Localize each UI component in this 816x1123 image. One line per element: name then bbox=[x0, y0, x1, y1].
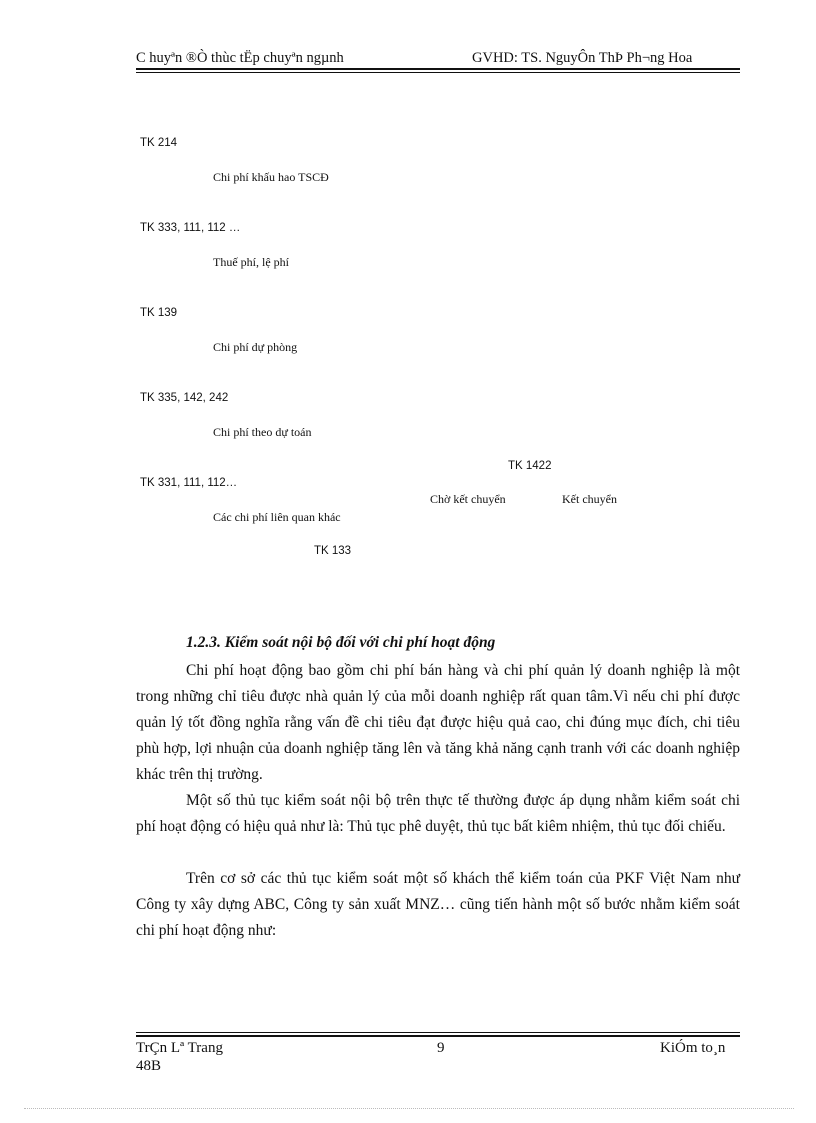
footer-author: TrÇn Lª Trang bbox=[136, 1040, 223, 1056]
ket-chuyen-label: Kết chuyển bbox=[562, 492, 617, 506]
account-desc: Chi phí theo dự toán bbox=[213, 425, 312, 439]
account-code: TK 333, 111, 112 … bbox=[140, 222, 241, 234]
footer-rule bbox=[136, 1035, 740, 1037]
account-code: TK 335, 142, 242 bbox=[140, 392, 229, 404]
page-number: 9 bbox=[437, 1040, 445, 1056]
body-paragraph: Chi phí hoạt động bao gồm chi phí bán hàng và chi phí quản lý doanh nghiệp là một trong những chỉ tiêu được nhà quản lý của mỗi doanh nghiệp rất quan tâm.Vì nếu chi phí được quản lý tốt đồng nghĩa rằng vấn đề chi tiêu đạt được hiệu quả cao, chi đúng mục đích, chi tiêu phù hợp, lợi nhuận của doanh nghiệp tăng lên và tăng khả năng cạnh tranh với các doanh nghiệp khác trên thị trường. bbox=[136, 662, 740, 783]
account-desc: Thuế phí, lệ phí bbox=[213, 255, 289, 269]
account-code: TK 331, 111, 112… bbox=[140, 477, 238, 489]
footer-rule-thin bbox=[136, 1032, 740, 1033]
header-advisor: GVHD: TS. NguyÔn ThÞ Ph¬ng Hoa bbox=[472, 50, 693, 66]
tk1422-label: TK 1422 bbox=[508, 460, 552, 472]
body-paragraph: Trên cơ sở các thủ tục kiểm soát một số khách thể kiểm toán của PKF Việt Nam như Công ty xây dựng ABC, Công ty sản xuất MNZ… cũng tiến hành một số bước nhằm kiểm soát chi phí hoạt động như: bbox=[136, 870, 740, 939]
account-desc: Chi phí dự phòng bbox=[213, 340, 298, 354]
header-title: C huyªn ®Ò thùc tËp chuyªn ngµnh bbox=[136, 50, 344, 66]
header-rule bbox=[136, 68, 740, 70]
account-desc: Chi phí khấu hao TSCĐ bbox=[213, 170, 329, 184]
cho-ket-chuyen-label: Chờ kết chuyển bbox=[430, 492, 506, 506]
tk133-label: TK 133 bbox=[314, 545, 352, 557]
body-paragraph: Một số thủ tục kiểm soát nội bộ trên thực tế thường được áp dụng nhằm kiểm soát chi phí hoạt động có hiệu quả như là: Thủ tục phê duyệt, thủ tục bất kiêm nhiệm, thủ tục đối chiếu. bbox=[136, 792, 740, 835]
footer-class: 48B bbox=[136, 1058, 162, 1074]
account-desc: Các chi phí liên quan khác bbox=[213, 510, 341, 524]
account-code: TK 139 bbox=[140, 307, 178, 319]
account-code: TK 214 bbox=[140, 137, 178, 149]
section-heading: 1.2.3. Kiểm soát nội bộ đối với chi phí hoạt động bbox=[186, 634, 496, 651]
page-bottom-divider bbox=[24, 1108, 794, 1109]
header-rule-thin bbox=[136, 72, 740, 73]
footer-dept: KiÓm to¸n bbox=[660, 1040, 726, 1056]
